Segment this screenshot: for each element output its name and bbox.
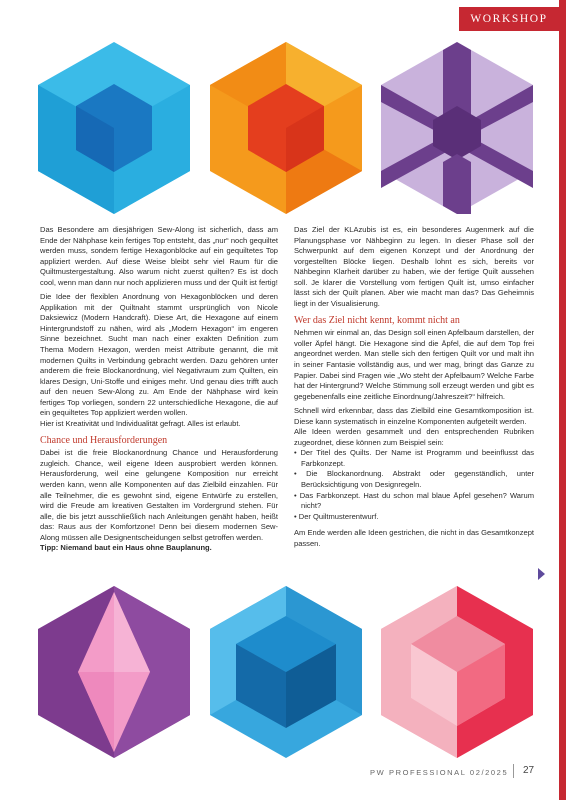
section-heading: Wer das Ziel nicht kennt, kommt nicht an [294,315,460,327]
tip-text: Tipp: Niemand baut ein Haus ohne Bauplanung. [40,543,212,553]
hexagon-block-red-pink [381,586,533,758]
hexagon-block-cube-blue [210,586,362,758]
page-number: 27 [523,765,535,776]
paragraph: Das Ziel der KLAzubis ist es, ein besonderes Augenmerk auf die Planungsphase vor Nähbeginn zu legen. In dieser Phase soll der Schwerpunkt auf dem eigenen Konzept und der Anordnung der vorgestellten Blöcke liegen. Deshalb lohnt es sich, bereits vor Nähbeginn Klarheit darüber zu haben, wie der fertige Quilt aussehen soll. Je klarer die Vorstellung vom fertigen Quilt ist, umso einfacher lässt sich der Quilt planen. Aber wie macht man das? Das Geheimnis liegt in der Visualisierung. [294,225,534,308]
paragraph: Schnell wird erkennbar, dass das Zielbild eine Gesamtkomposition ist. Diese kann systematisch in einzelne Komponenten aufgeteilt werden. [294,406,534,426]
list-item: • Der Titel des Quilts. Der Name ist Programm und beeinflusst das Farbkonzept. [294,448,534,469]
section-tag: WORKSHOP [459,7,559,31]
paragraph: Die Idee der flexiblen Anordnung von Hexagonblöcken und deren Applikation mit der Quiltnaht stammt ursprünglich von Nicole Daksiewicz (Modern Handcraft). Diese Art, die Hexagone auf einem Hintergrundstoff zu nähen, wird als „Modern Hexagon“ im engeren Sinne bezeichnet. Sucht man nach einer exakten Definition zum Thema Modern Hexagon, werden meist Attribute genannt, die mit modernen Quilts in Verbindung gebracht werden. Dazu gehören unter anderem die freie Blockanordnung, viel Negativraum zum Quilten, ein klares Design, Uni-Stoffe und einiges mehr. Und genau dies trifft auch auf den neuen Sew-Along zu. Am Ende der Nähphase wird kein fertiges Top vorliegen, sondern 22 unterschiedliche Hexagone, die auf ein gequiltetes Top appliziert werden wollen. [40,292,278,418]
paragraph: Alle Ideen werden gesammelt und den entsprechenden Rubriken zugeordnet, diese können zum Beispiel sein: [294,427,534,447]
hexagon-block-blue [38,42,190,214]
hexagon-block-purple [381,42,533,214]
hexagon-block-pink [38,586,190,758]
list-item: • Der Quiltmusterentwurf. [294,512,534,523]
paragraph: Am Ende werden alle Ideen gestrichen, die nicht in das Gesamtkonzept passen. [294,528,534,548]
accent-strip [559,0,566,800]
hexagon-block-orange [210,42,362,214]
publication-footer: PW PROFESSIONAL 02/2025 [370,768,509,777]
left-column [40,225,278,558]
paragraph: Das Besondere am diesjährigen Sew-Along ist sicherlich, dass am Ende der Nähphase kein fertiges Top entsteht, das „nur“ noch gequiltet werden muss, sondern fertige Hexagonblöcke auf ein gequiltetes Top appliziert werden. Auf diese Weise bleibt sehr viel Raum für die Quiltmustergestaltung. Also warum nicht zuerst quilten? Es ist doch cool, wenn man dann nur noch applizieren muss und der Quilt ist fertig! [40,225,278,287]
list-item: • Die Blockanordnung. Abstrakt oder gegenständlich, unter Berücksichtigung von Designregeln. [294,469,534,490]
list-item: • Das Farbkonzept. Hast du schon mal blaue Äpfel gesehen? Warum nicht? [294,491,534,512]
bullet-list [294,448,534,522]
paragraph: Hier ist Kreativität und Individualität gefragt. Alles ist erlaubt. [40,418,241,428]
right-column [294,225,534,553]
paragraph: Nehmen wir einmal an, das Design soll einen Apfelbaum darstellen, der voller Äpfel hängt. Die Hexagone sind die Äpfel, die auf dem Top frei angeordnet werden. Man stelle sich den fertigen Quilt vor und malt ihn in seiner Fantasie vollständig aus, und wer mag, bringt das Ganze zu Papier. Dabei sind Fragen wie „Wo steht der Apfelbaum? Welche Farbe hat der Hintergrund? Welche Stimmung soll erzeugt werden und gibt es gegebenenfalls eine zeitliche Einordnung/Jahreszeit?“ hilfreich. [294,328,534,401]
footer-divider [513,764,514,778]
paragraph: Dabei ist die freie Blockanordnung Chance und Herausforderung zugleich. Chance, weil eigene Ideen ausprobiert werden können. Herausforderung, weil eine gelungene Komposition nur erreicht werden kann, wenn alle Komponenten auf das Zielbild einzahlen. Für alle Teilnehmer, die es gewohnt sind, eigene Entwürfe zu erstellen, wird die Freude am kreativen Gestalten im Vordergrund stehen. Für alle, die bis jetzt ausschließlich nach Anleitungen genäht haben, heißt das: Raus aus der Komfortzone! Denn bei diesem modernen Sew-Along müssen alle Designentscheidungen selbst getroffen werden. [40,448,278,542]
continue-arrow-icon [538,568,545,580]
section-heading: Chance und Herausforderungen [40,435,168,447]
